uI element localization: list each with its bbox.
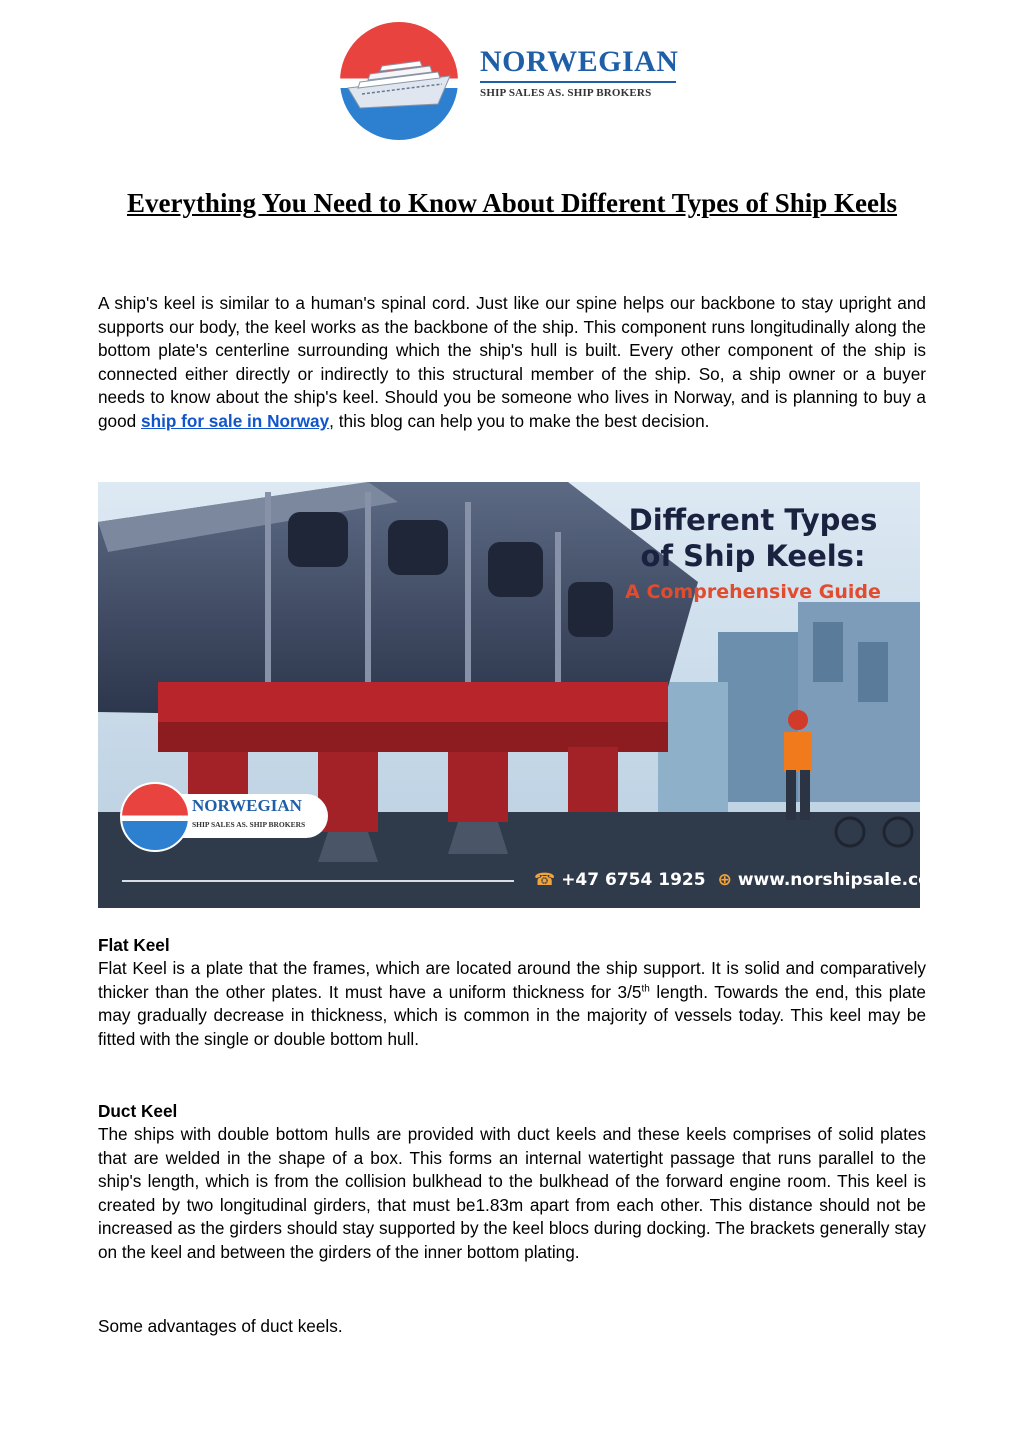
hero-title-line1: Different Types [628,503,878,537]
ship-icon [346,52,452,112]
duct-keel-heading: Duct Keel [98,1101,178,1121]
logo-divider [480,81,676,83]
badge-tagline: SHIP SALES AS. SHIP BROKERS [192,820,306,829]
hero-divider [122,880,514,882]
globe-icon: ⊕ [717,870,732,890]
logo-tagline: SHIP SALES AS. SHIP BROKERS [480,87,652,99]
intro-text: A ship's keel is similar to a human's spinal cord. Just like our spine helps our backbone to stay upright and supports our body, the keel works as the backbone of the ship. This component runs longitudinally along the bottom plate's centerline surrounding which the ship's hull is built. Every other component of the ship is connected either directly or indirectly to this structural member of the ship. So, a ship owner or a buyer needs to know about the ship's keel. Should you be someone who lives in Norway, and is planning to buy a good [98,293,926,431]
flat-keel-paragraph [98,957,926,1051]
duct-keel-paragraph: The ships with double bottom hulls are provided with duct keels and these keels comprises of solid plates that are welded in the shape of a box. This forms an internal watertight passage that runs parallel to the ship's length, which is from the collision bulkhead to the bulkhead of the forward engine room. This keel is created by two longitudinal girders, that must be1.83m apart from each other. This distance should not be increased as the girders should stay supported by the keel blocs during docking. The brackets generally stay on the keel and between the girders of the inner bottom plating. [98,1124,926,1262]
hero-phone: +47 6754 1925 [561,870,706,890]
flat-keel-text: Flat Keel is a plate that the frames, which are located around the ship support. It is solid and comparatively thicker than the other plates. It must have a uniform thickness for 3/5 [98,958,926,1002]
logo-brand: NORWEGIAN [480,45,679,78]
logo-wordmark [480,46,678,99]
hero-logo-badge [120,782,330,850]
flat-keel-text-end: length. Towards the end, this plate may gradually decrease in thickness, which is common in the majority of vessels today. This keel may be fitted with the single or double bottom hull. [98,981,926,1049]
logo-emblem [340,22,458,140]
intro-text-end: , this blog can help you to make the best decision. [329,410,710,431]
flat-keel-heading: Flat Keel [98,935,170,955]
badge-brand: NORWEGIAN [192,796,302,815]
phone-icon: ☎ [534,870,556,890]
hero-contact [534,870,948,890]
hero-subtitle: A Comprehensive Guide [625,581,881,603]
hero-website: www.norshipsale.com [737,870,948,890]
flat-keel-superscript: th [641,982,650,994]
ship-for-sale-link[interactable]: ship for sale in Norway [141,410,330,431]
advantages-intro: Some advantages of duct keels. [98,1316,343,1336]
intro-paragraph [98,292,926,434]
page-title: Everything You Need to Know About Different Types of Ship Keels [126,188,898,218]
badge-emblem [120,782,190,852]
company-logo [340,22,680,140]
hero-image [98,482,948,908]
hero-title-line2: of Ship Keels: [640,539,866,573]
hero-heading [603,502,903,606]
